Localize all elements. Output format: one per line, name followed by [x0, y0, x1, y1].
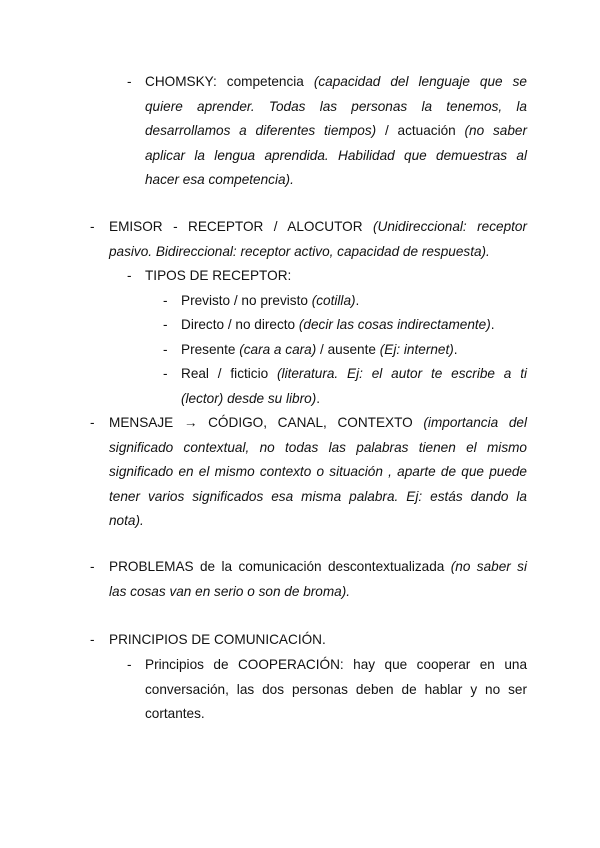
principios-label: PRINCIPIOS DE COMUNICACIÓN.: [109, 632, 326, 647]
bullet-dash: -: [127, 657, 132, 672]
bullet-dash: -: [90, 559, 95, 574]
bullet-dash: -: [90, 632, 95, 647]
bullet-dash: -: [163, 317, 168, 332]
bullet-dash: -: [90, 415, 95, 430]
tipos-receptor-label: TIPOS DE RECEPTOR:: [145, 268, 292, 283]
principios-cooperacion: Principios de COOPERACIÓN: hay que cooperar en una conversación, las dos personas deben de hablar y no ser cortantes.: [145, 657, 527, 721]
receptor-presente: Presente (cara a cara) / ausente (Ej: internet).: [181, 341, 458, 357]
receptor-directo: Directo / no directo (decir las cosas indirectamente).: [181, 317, 495, 332]
bullet-dash: -: [163, 292, 168, 308]
bullet-dash: -: [90, 219, 95, 234]
bullet-dash: -: [163, 341, 168, 357]
chomsky-text: CHOMSKY: competencia (capacidad del lenguaje que se quiere aprender. Todas las personas la tenemos, la desarrollamos a diferentes tiempos) / actuación (no saber aplicar la lengua aprendida. Habilidad que demuestras al hacer esa competencia).: [145, 74, 527, 187]
mensaje-text: MENSAJE → CÓDIGO, CANAL, CONTEXTO (importancia del significado contextual, no todas las palabras tienen el mismo significado en el mismo contexto o situación , aparte de que puede tener varios significados esa misma palabra. Ej: estás dando la nota).: [109, 415, 527, 528]
emisor-text: EMISOR - RECEPTOR / ALOCUTOR (Unidireccional: receptor pasivo. Bidireccional: receptor activo, capacidad de respuesta).: [109, 219, 527, 259]
receptor-real: Real / ficticio (literatura. Ej: el autor te escribe a ti (lector) desde su libro).: [181, 366, 527, 406]
bullet-dash: -: [127, 268, 132, 283]
bullet-dash: -: [163, 366, 168, 381]
bullet-dash: -: [127, 74, 132, 89]
receptor-previsto: Previsto / no previsto (cotilla).: [181, 292, 360, 308]
problemas-text: PROBLEMAS de la comunicación descontextualizada (no saber si las cosas van en serio o son de broma).: [109, 559, 527, 599]
